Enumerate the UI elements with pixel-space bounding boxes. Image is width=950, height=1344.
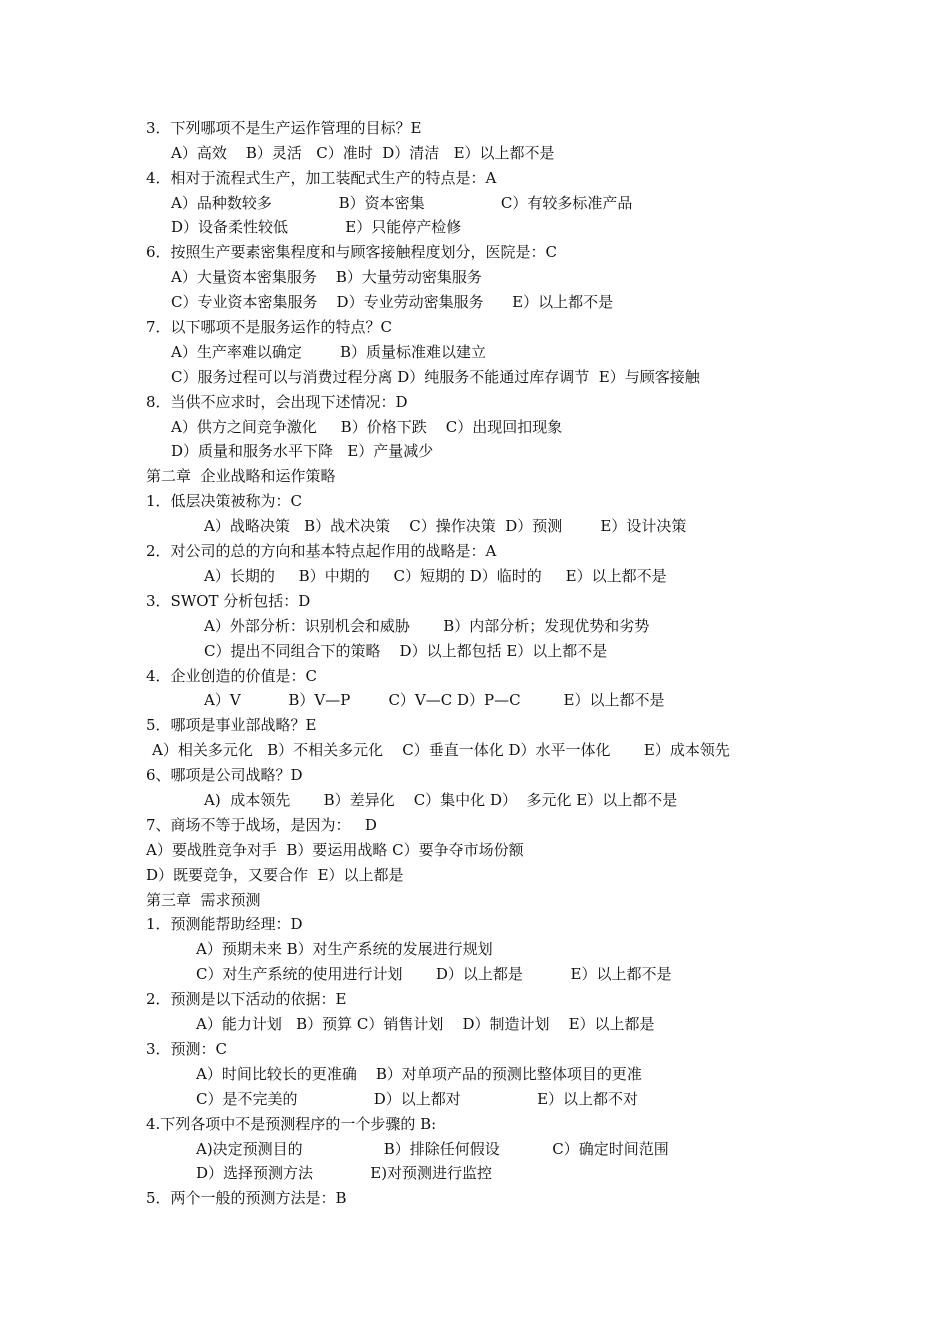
question-text: 3．预测：C <box>146 1040 228 1058</box>
chapter-heading: 第三章 需求预测 <box>146 891 261 909</box>
options-text: A）预期未来 B）对生产系统的发展进行规划 <box>196 940 493 958</box>
question-text: 3．SWOT 分析包括：D <box>146 592 311 610</box>
options-text: C）专业资本密集服务 D）专业劳动密集服务 E）以上都不是 <box>171 293 614 311</box>
options-text: A)决定预测目的 B）排除任何假设 C）确定时间范围 <box>196 1140 669 1158</box>
chapter-heading: 第二章 企业战略和运作策略 <box>146 467 336 485</box>
question-text: 7、商场不等于战场，是因为： D <box>146 816 377 834</box>
options-text: A）生产率难以确定 B）质量标准难以建立 <box>171 343 487 361</box>
options-text: A）长期的 B）中期的 C）短期的 D）临时的 E）以上都不是 <box>204 567 667 585</box>
options-text: A) 成本领先 B）差异化 C）集中化 D） 多元化 E）以上都不是 <box>204 791 678 809</box>
options-text: A）供方之间竞争激化 B）价格下跌 C）出现回扣现象 <box>171 418 563 436</box>
question-text: 2．预测是以下活动的依据：E <box>146 990 347 1008</box>
options-text: D）设备柔性较低 E）只能停产检修 <box>171 218 462 236</box>
options-text: C）对生产系统的使用进行计划 D）以上都是 E）以上都不是 <box>196 965 672 983</box>
question-text: 4．企业创造的价值是：C <box>146 667 318 685</box>
question-text: 3．下列哪项不是生产运作管理的目标？E <box>146 119 422 137</box>
options-text: A）品种数较多 B）资本密集 C）有较多标准产品 <box>171 194 633 212</box>
question-text: 5．两个一般的预测方法是：B <box>146 1189 347 1207</box>
question-text: 4．相对于流程式生产，加工装配式生产的特点是：A <box>146 169 497 187</box>
options-text: A）外部分析：识别机会和威胁 B）内部分析；发现优势和劣势 <box>204 617 650 635</box>
options-text: A）要战胜竞争对手 B）要运用战略 C）要争夺市场份额 <box>146 841 524 859</box>
question-text: 5．哪项是事业部战略？E <box>146 716 317 734</box>
options-text: A）能力计划 B）预算 C）销售计划 D）制造计划 E）以上都是 <box>196 1015 655 1033</box>
question-text: 1．低层决策被称为：C <box>146 492 303 510</box>
question-text: 7．以下哪项不是服务运作的特点？C <box>146 318 393 336</box>
options-text: D）既要竞争，又要合作 E）以上都是 <box>146 866 404 884</box>
question-text: 4.下列各项中不是预测程序的一个步骤的 B: <box>146 1115 437 1133</box>
options-text: D）质量和服务水平下降 E）产量减少 <box>171 442 434 460</box>
options-text: C）服务过程可以与消费过程分离 D）纯服务不能通过库存调节 E）与顾客接触 <box>171 368 700 386</box>
options-text: A）高效 B）灵活 C）准时 D）清洁 E）以上都不是 <box>171 144 555 162</box>
options-text: A）大量资本密集服务 B）大量劳动密集服务 <box>171 268 482 286</box>
options-text: A）时间比较长的更准确 B）对单项产品的预测比整体项目的更准 <box>196 1065 642 1083</box>
question-text: 2．对公司的总的方向和基本特点起作用的战略是：A <box>146 542 497 560</box>
question-text: 6、哪项是公司战略？D <box>146 766 303 784</box>
options-text: A）V B）V—P C）V—C D）P—C E）以上都不是 <box>204 691 665 709</box>
options-text: C）是不完美的 D）以上都对 E）以上都不对 <box>196 1090 639 1108</box>
options-text: D）选择预测方法 E)对预测进行监控 <box>196 1164 493 1182</box>
question-text: 8．当供不应求时，会出现下述情况：D <box>146 393 408 411</box>
options-text: A）战略决策 B）战术决策 C）操作决策 D）预测 E）设计决策 <box>204 517 687 535</box>
question-text: 1．预测能帮助经理：D <box>146 915 303 933</box>
options-text: C）提出不同组合下的策略 D）以上都包括 E）以上都不是 <box>204 642 608 660</box>
options-text: A）相关多元化 B）不相关多元化 C）垂直一体化 D）水平一体化 E）成本领先 <box>152 741 730 759</box>
question-text: 6．按照生产要素密集程度和与顾客接触程度划分，医院是：C <box>146 243 558 261</box>
